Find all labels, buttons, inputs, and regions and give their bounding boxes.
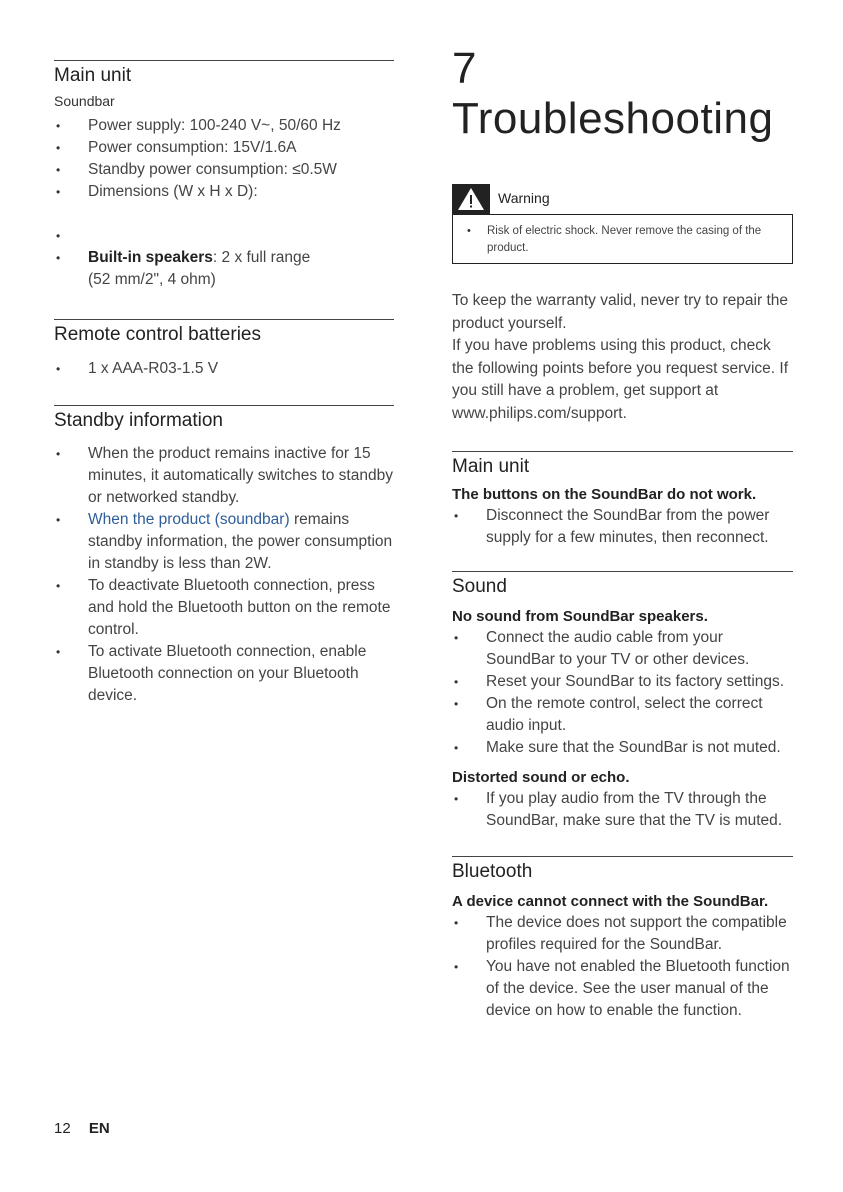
speakers-text-2: (52 mm/2", 4 ohm) (88, 271, 216, 288)
warning-label: Warning (498, 190, 550, 206)
section-sound (452, 571, 793, 832)
list-item: • Power supply: 100-240 V~, 50/60 Hz (54, 115, 394, 137)
problem-heading: No sound from SoundBar speakers. (452, 608, 708, 625)
list-item: • Connect the audio cable from your SoundBar to your TV or other devices. (452, 627, 793, 671)
warning-list (463, 223, 782, 257)
spec-list (54, 115, 394, 291)
list-item-speakers (54, 247, 394, 291)
list-item: • Power consumption: 15V/1.6A (54, 137, 394, 159)
left-column (54, 60, 394, 707)
list-item: • 1 x AAA-R03-1.5 V (54, 358, 394, 380)
list-item: • Make sure that the SoundBar is not muted. (452, 737, 793, 759)
exclamation-triangle-icon (452, 184, 490, 214)
standby-item-rest: remains standby information, the power consumption in standby is less than 2W. (88, 511, 393, 572)
page-number: 12 (54, 1120, 71, 1137)
warning-header (452, 184, 793, 214)
warning-box (452, 184, 793, 264)
list-item (54, 509, 394, 575)
chapter-title (452, 44, 793, 144)
list-item: • Dimensions (W x H x D): (54, 181, 394, 203)
intro-paragraph: To keep the warranty valid, never try to repair the product yourself. (452, 292, 788, 332)
solution-list (452, 912, 793, 1022)
list-item: • To activate Bluetooth connection, enable Bluetooth connection on your Bluetooth device. (54, 641, 394, 707)
problem-heading: A device cannot connect with the SoundBar. (452, 893, 769, 910)
solution-list (452, 627, 793, 759)
section-bluetooth (452, 856, 793, 1022)
list-item: • When the product remains inactive for 15 minutes, it automatically switches to standby or networked standby. (54, 443, 394, 509)
intro-paragraph: If you have problems using this product, check the following points before you request service. If you still have a problem, get support at www.philips.com/support. (452, 337, 789, 422)
right-column (452, 44, 793, 1022)
language-code: EN (88, 1120, 110, 1137)
list-item-empty (54, 225, 394, 247)
solution-list (452, 788, 793, 832)
list-item: • The device does not support the compatible profiles required for the SoundBar. (452, 912, 793, 956)
chapter-title-text: Troubleshooting (452, 94, 774, 143)
solution-list (452, 505, 793, 549)
list-item: • You have not enabled the Bluetooth function of the device. See the user manual of the device on how to enable the function. (452, 956, 793, 1022)
page-footer (54, 1120, 110, 1137)
speakers-text: : 2 x full range (212, 249, 311, 266)
list-item: • If you play audio from the TV through the SoundBar, make sure that the TV is muted. (452, 788, 793, 832)
section-heading-bluetooth: Bluetooth (452, 856, 793, 883)
section-heading-main-unit-specs: Main unit (54, 60, 394, 87)
section-heading-sound: Sound (452, 571, 793, 598)
section-heading-standby: Standby information (54, 405, 394, 432)
standby-list (54, 443, 394, 707)
section-heading-remote-batteries: Remote control batteries (54, 319, 394, 346)
chapter-number: 7 (452, 44, 477, 93)
list-item: • Reset your SoundBar to its factory settings. (452, 671, 793, 693)
list-item: • Disconnect the SoundBar from the power supply for a few minutes, then reconnect. (452, 505, 793, 549)
battery-list (54, 358, 394, 380)
section-heading-main-unit: Main unit (452, 451, 793, 478)
warning-text: • Risk of electric shock. Never remove the casing of the product. (463, 223, 782, 257)
speakers-label: Built-in speakers (88, 249, 213, 266)
list-item: • On the remote control, select the correct audio input. (452, 693, 793, 737)
intro-text (452, 290, 793, 425)
problem-heading: The buttons on the SoundBar do not work. (452, 486, 757, 503)
standby-link-text[interactable]: When the product (soundbar) (88, 511, 290, 528)
problem-heading: Distorted sound or echo. (452, 769, 630, 786)
list-item: • Standby power consumption: ≤0.5W (54, 159, 394, 181)
section-main-unit (452, 451, 793, 549)
subheading-soundbar: Soundbar (54, 93, 115, 109)
list-item: • To deactivate Bluetooth connection, press and hold the Bluetooth button on the remote control. (54, 575, 394, 641)
warning-body (452, 214, 793, 264)
